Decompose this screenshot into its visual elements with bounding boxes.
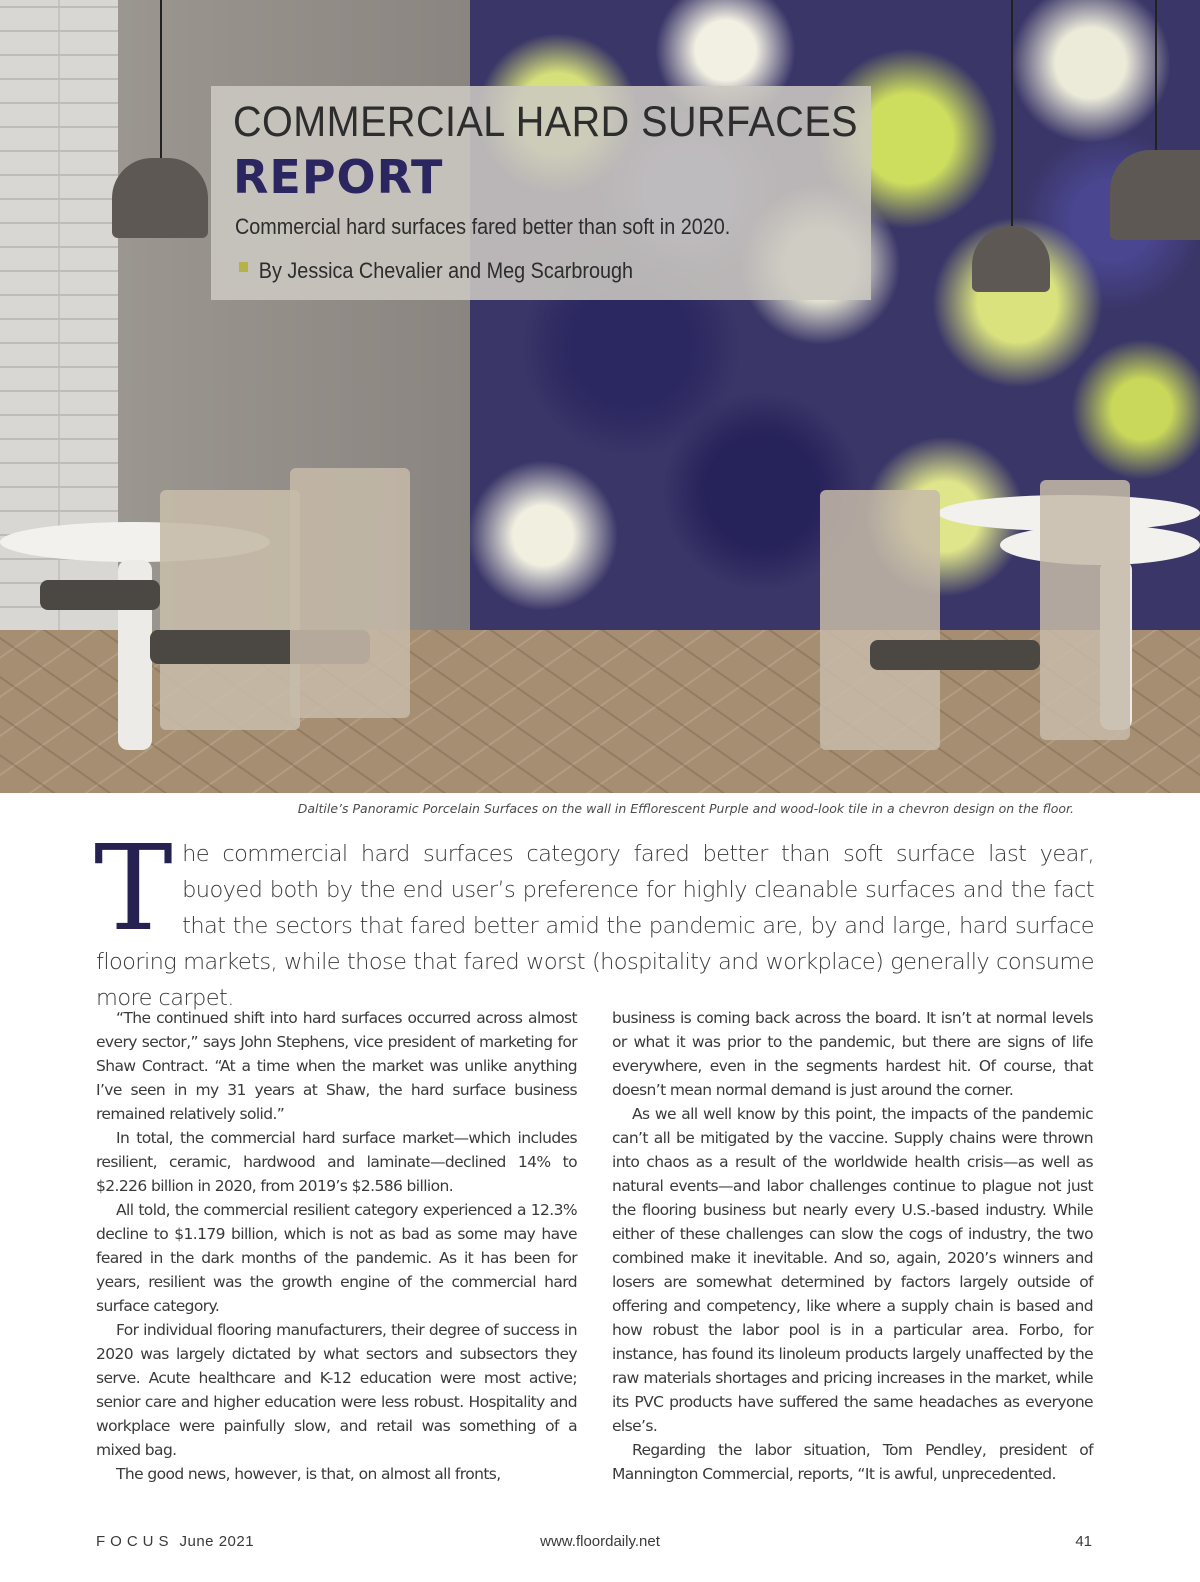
- body-paragraph: The good news, however, is that, on almost all fronts,: [116, 1465, 501, 1483]
- body-column-left: [96, 1006, 577, 1486]
- publication-name: FOCUS: [96, 1533, 174, 1550]
- article-title-emphasis: REPORT: [233, 150, 444, 204]
- pendant-lamp: [972, 0, 1050, 292]
- chair: [290, 468, 410, 718]
- issue-date: June 2021: [179, 1533, 255, 1550]
- title-box: [211, 86, 871, 300]
- page-number: 41: [1075, 1533, 1092, 1550]
- chair: [1040, 480, 1130, 740]
- body-paragraph: business is coming back across the board. It isn’t at normal levels or what it was prior to the pandemic, but there are signs of life everywhere, even in the segments hardest hit. Of course, that doesn’t mean normal demand is just around the corner.: [612, 1009, 1093, 1099]
- body-paragraph: All told, the commercial resilient category experienced a 12.3% decline to $1.179 billion, which is not as bad as some may have feared in the dark months of the pandemic. As it has been for years, resilient was the growth engine of the commercial hard surface category.: [96, 1201, 577, 1315]
- byline: [239, 258, 633, 284]
- body-paragraph: As we all well know by this point, the impacts of the pandemic can’t all be mitigated by the vaccine. Supply chains were thrown into chaos as a result of the worldwide health crisis—as well as natural events—and labor challenges continue to plague not just the flooring business but nearly every U.S.-based industry. While either of these challenges can slow the cogs of industry, the two combined make it inevitable. And so, again, 2020’s winners and losers are somewhat determined by factors largely outside of offering and competency, like where a supply chain is based and how robust the labor pool is in a particular area. Forbo, for instance, has found its linoleum products largely unaffected by the raw materials shortages and pricing increases in the market, while its PVC products have suffered the same headaches as everyone else’s.: [612, 1105, 1093, 1435]
- body-paragraph: Regarding the labor situation, Tom Pendley, president of Mannington Commercial, reports, “It is awful, unprecedented.: [612, 1441, 1093, 1483]
- article-subtitle: Commercial hard surfaces fared better than soft in 2020.: [235, 214, 731, 239]
- article-title: COMMERCIAL HARD SURFACES: [233, 98, 859, 146]
- body-paragraph: For individual flooring manufacturers, their degree of success in 2020 was largely dictated by what sectors and subsectors they serve. Acute healthcare and K-12 education were most active; senior care and higher education were less robust. Hospitality and workplace were painfully slow, and retail was something of a mixed bag.: [96, 1321, 577, 1459]
- byline-authors: By Jessica Chevalier and Meg Scarbrough: [258, 258, 633, 283]
- body-column-right: [612, 1006, 1093, 1486]
- chair: [160, 490, 300, 730]
- drop-cap: T: [94, 819, 173, 957]
- chair-seat: [870, 640, 1040, 670]
- pendant-lamp: [112, 0, 208, 238]
- square-bullet-icon: [239, 262, 248, 272]
- intro-paragraph: [94, 819, 1094, 1016]
- chair: [820, 490, 940, 750]
- pendant-lamp: [1110, 0, 1200, 240]
- footer-website: www.floordaily.net: [540, 1533, 660, 1550]
- chair-seat: [40, 580, 160, 610]
- body-paragraph: In total, the commercial hard surface market—which includes resilient, ceramic, hardwood and laminate—declined 14% to $2.226 billion in 2020, from 2019’s $2.586 billion.: [96, 1129, 577, 1195]
- photo-caption: Daltile’s Panoramic Porcelain Surfaces on the wall in Efflorescent Purple and wood-look tile in a chevron design on the floor.: [297, 801, 1074, 816]
- body-paragraph: “The continued shift into hard surfaces occurred across almost every sector,” says John Stephens, vice president of marketing for Shaw Contract. “At a time when the market was unlike anything I’ve seen in my 31 years at Shaw, the hard surface business remained relatively solid.”: [96, 1009, 577, 1123]
- intro-text: he commercial hard surfaces category fared better than soft surface last year, buoyed both by the end user’s preference for highly cleanable surfaces and the fact that the sectors that fared better amid the pandemic are, by and large, hard surface flooring markets, while those that fared worst (hospitality and workplace) generally consume more carpet.: [96, 841, 1094, 1011]
